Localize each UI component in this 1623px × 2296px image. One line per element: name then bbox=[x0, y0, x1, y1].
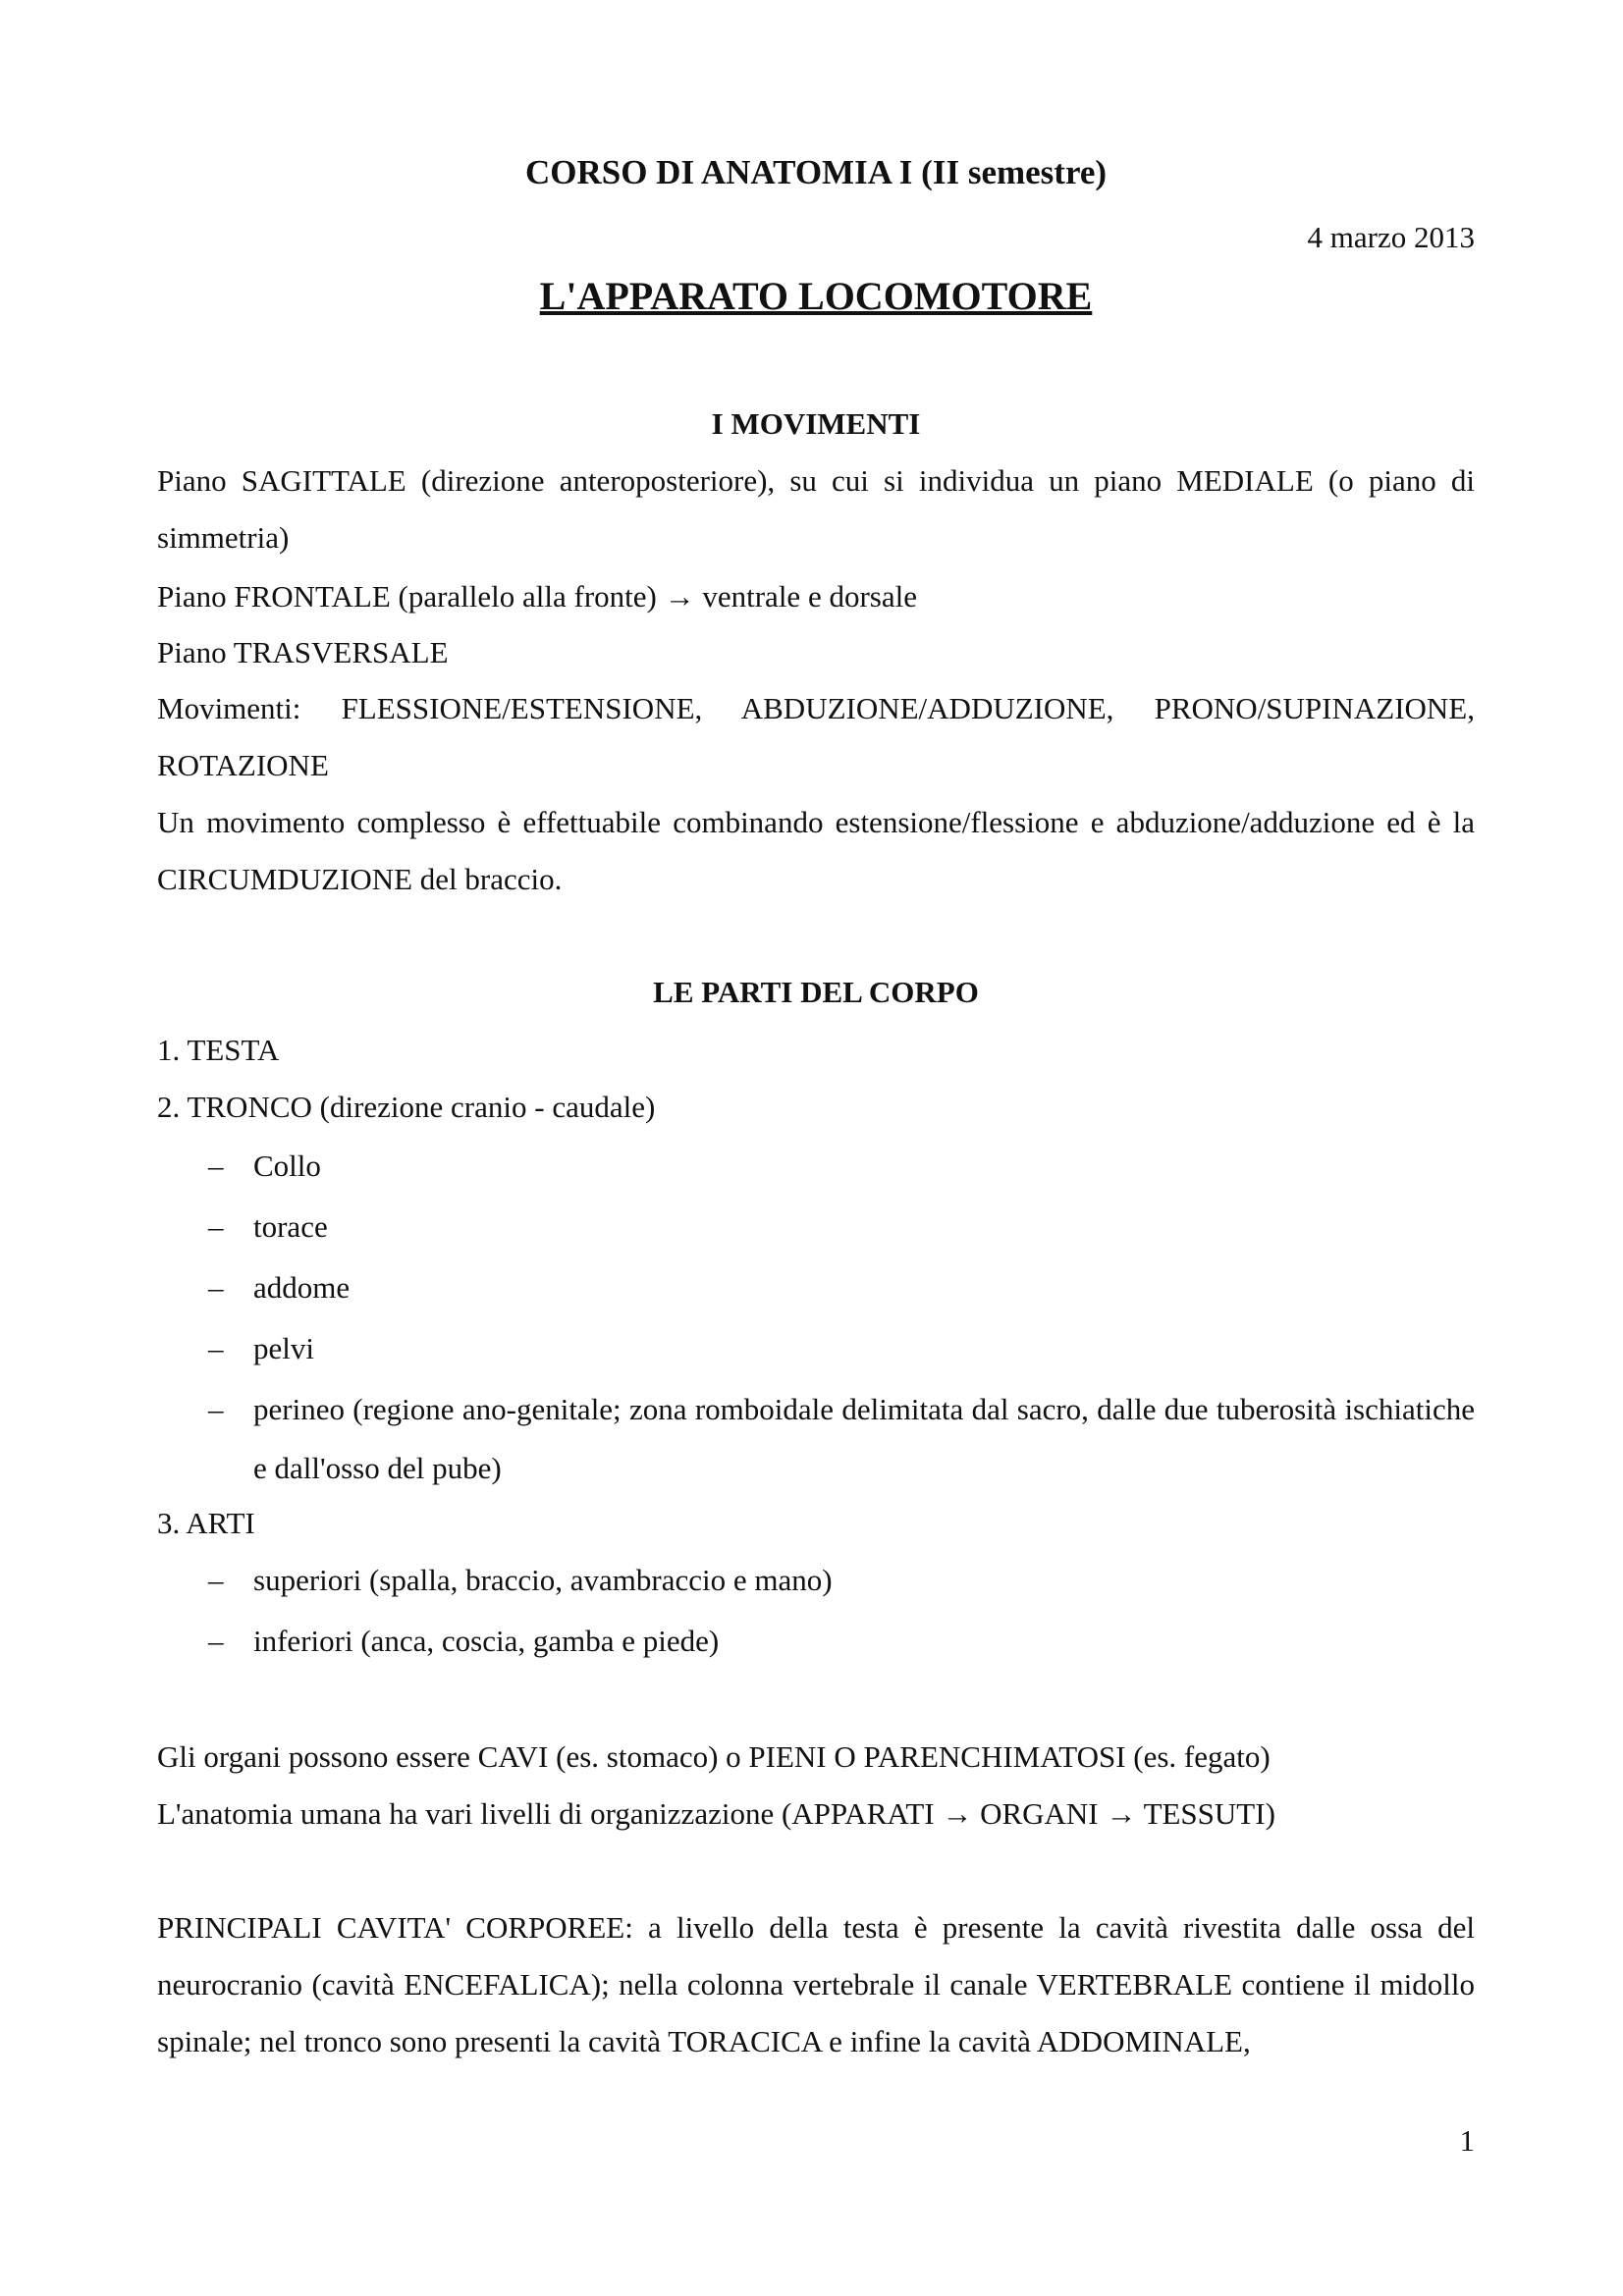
list-item-arti: 3. ARTI bbox=[157, 1506, 255, 1540]
sublist-item-text: inferiori (anca, coscia, gamba e piede) bbox=[253, 1624, 720, 1658]
paragraph-cavita-corporee: PRINCIPALI CAVITA' CORPOREE: a livello della testa è presente la cavità rivestita dalle ossa del neurocranio (cavità ENCEFALICA); nella colonna vertebrale il canale VERTEBRALE contiene il midollo spinale; nel tronco sono presenti la cavità TORACICA e infine la cavità ADDOMINALE, bbox=[157, 1910, 1475, 2058]
sublist-item-text: superiori (spalla, braccio, avambraccio e mano) bbox=[253, 1563, 833, 1597]
paragraph-piano-frontale: Piano FRONTALE (parallelo alla fronte) → ventrale e dorsale bbox=[157, 579, 917, 614]
document-page bbox=[157, 0, 1475, 2296]
sublist-item-text: torace bbox=[253, 1209, 328, 1244]
sublist-item-text: pelvi bbox=[253, 1331, 314, 1365]
dash-bullet: – bbox=[208, 1563, 224, 1597]
list-item bbox=[157, 1148, 1475, 1209]
tronco-sublist bbox=[157, 1148, 1475, 1510]
paragraph-piano-sagittale: Piano SAGITTALE (direzione anteroposteriore), su cui si individua un piano MEDIALE (o piano di simmetria) bbox=[157, 463, 1475, 555]
paragraph-organi: Gli organi possono essere CAVI (es. stomaco) o PIENI O PARENCHIMATOSI (es. fegato) bbox=[157, 1739, 1271, 1774]
list-item bbox=[157, 1209, 1475, 1270]
section-heading-movimenti: I MOVIMENTI bbox=[711, 406, 921, 441]
dash-bullet: – bbox=[208, 1331, 224, 1365]
list-item bbox=[157, 1392, 1475, 1510]
course-title: CORSO DI ANATOMIA I (II semestre) bbox=[524, 153, 1108, 191]
paragraph-movimento-complesso: Un movimento complesso è effettuabile combinando estensione/flessione e abduzione/adduzione ed è la CIRCUMDUZIONE del braccio. bbox=[157, 805, 1475, 896]
sublist-item-text: Collo bbox=[253, 1148, 321, 1183]
page-title: L'APPARATO LOCOMOTORE bbox=[539, 274, 1093, 318]
dash-bullet: – bbox=[208, 1270, 224, 1305]
dash-bullet: – bbox=[208, 1148, 224, 1183]
list-item bbox=[157, 1563, 1475, 1624]
sublist-item-text: addome bbox=[253, 1270, 351, 1305]
list-item bbox=[157, 1270, 1475, 1331]
paragraph-movimenti: Movimenti: FLESSIONE/ESTENSIONE, ABDUZIONE/ADDUZIONE, PRONO/SUPINAZIONE, ROTAZIONE bbox=[157, 691, 1475, 782]
sublist-item-text: perineo (regione ano-genitale; zona romboidale delimitata dal sacro, dalle due tuberosità ischiatiche e dall'osso del pube) bbox=[253, 1392, 1475, 1485]
lecture-date: 4 marzo 2013 bbox=[1307, 220, 1475, 254]
dash-bullet: – bbox=[208, 1624, 224, 1658]
page-number: 1 bbox=[1459, 2123, 1475, 2158]
paragraph-piano-trasversale: Piano TRASVERSALE bbox=[157, 635, 449, 669]
list-item bbox=[157, 1624, 1475, 1684]
list-item-tronco: 2. TRONCO (direzione cranio - caudale) bbox=[157, 1090, 656, 1124]
section-heading-parti-del-corpo: LE PARTI DEL CORPO bbox=[653, 975, 979, 1009]
dash-bullet: – bbox=[208, 1392, 224, 1426]
arti-sublist bbox=[157, 1563, 1475, 1684]
dash-bullet: – bbox=[208, 1209, 224, 1244]
paragraph-livelli-organizzazione: L'anatomia umana ha vari livelli di organizzazione (APPARATI → ORGANI → TESSUTI) bbox=[157, 1796, 1275, 1831]
list-item-testa: 1. TESTA bbox=[157, 1033, 280, 1067]
